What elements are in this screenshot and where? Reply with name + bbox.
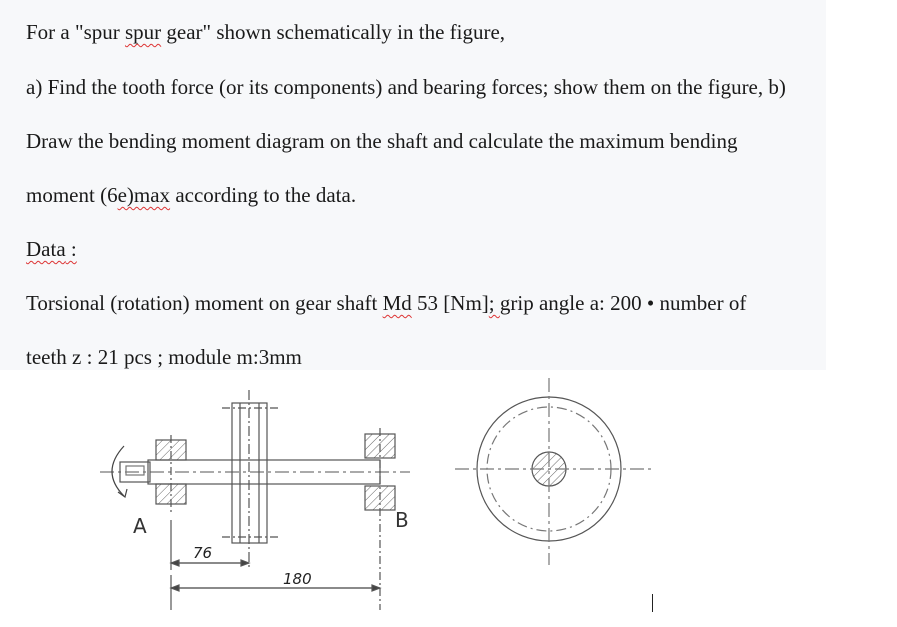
text-segment: grip angle a: 200 • number of [499, 291, 747, 315]
text-segment: moment (6 [26, 183, 118, 207]
bearing-a-label: A [133, 514, 147, 538]
dimension-76-label: 76 [193, 544, 213, 562]
misspelled-word: Md [382, 291, 412, 315]
problem-line-4 [26, 185, 356, 206]
problem-line-1 [26, 22, 505, 43]
misspelled-word: spur [124, 20, 162, 44]
gear-front-view [455, 378, 655, 565]
problem-line-2: a) Find the tooth force (or its components) and bearing forces; show them on the figure, b) [26, 75, 786, 99]
text-cursor [652, 594, 653, 612]
text-segment: For a "spur [26, 20, 125, 44]
misspelled-word: e)max [117, 183, 171, 207]
misspelled-word: Data [26, 237, 66, 261]
problem-line-7: teeth z : 21 pcs ; module m:3mm [26, 345, 302, 369]
problem-line-5 [26, 239, 77, 260]
text-segment: according to the data. [170, 183, 357, 207]
misspelled-word: ; [488, 291, 500, 315]
gear-shaft-diagram [0, 370, 897, 627]
problem-line-6 [26, 293, 746, 314]
bearing-b-label: B [395, 508, 409, 532]
dimension-180-label: 180 [283, 570, 312, 588]
text-segment: 53 [Nm] [411, 291, 489, 315]
text-segment: Torsional (rotation) moment on gear shaft [26, 291, 383, 315]
text-segment: gear" shown schematically in the figure, [161, 20, 506, 44]
shaft-side-view [100, 390, 410, 610]
misspelled-word: : [65, 237, 77, 261]
problem-line-3: Draw the bending moment diagram on the shaft and calculate the maximum bending [26, 129, 738, 153]
